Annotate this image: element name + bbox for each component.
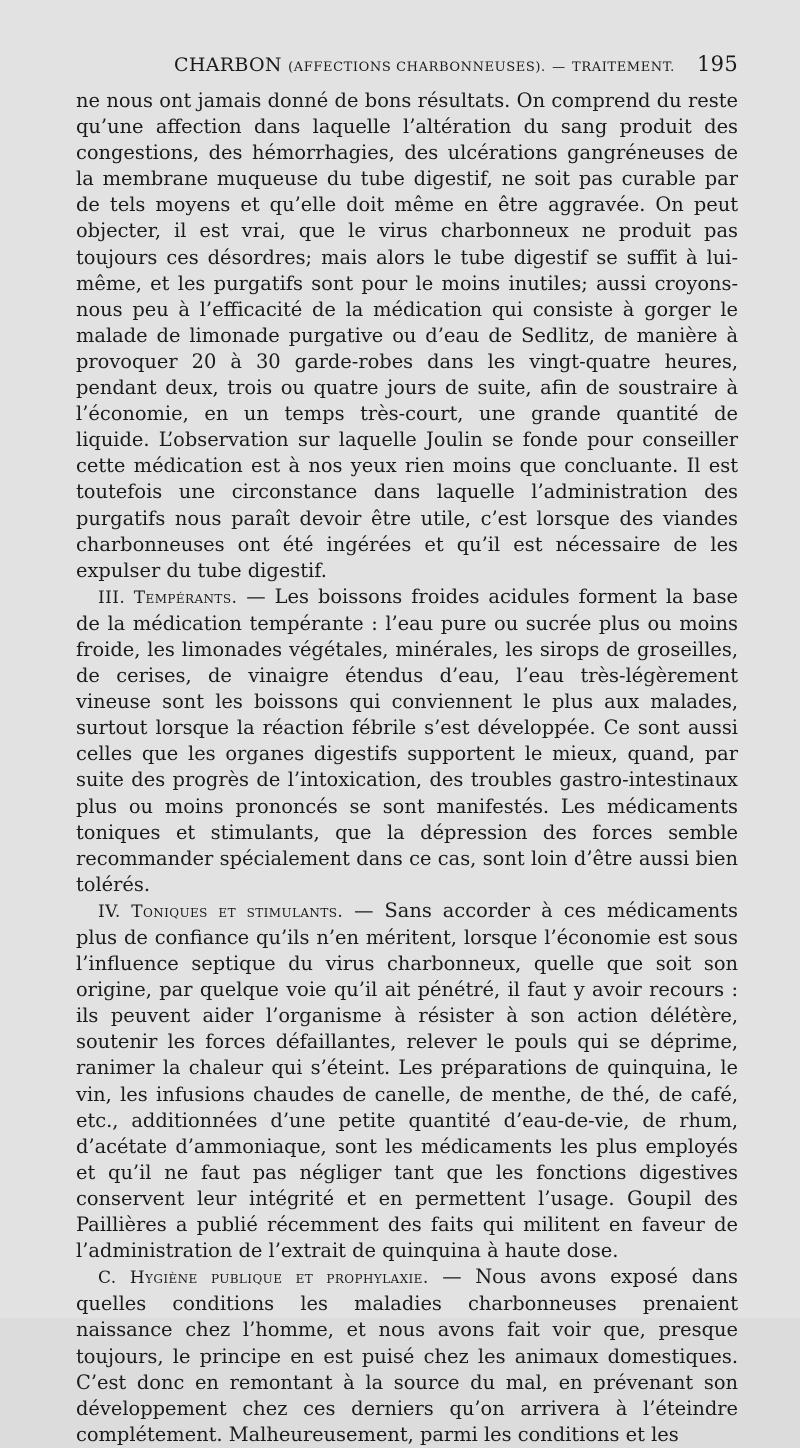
paragraph-text: — Les boissons froides acidules forment la base de la médication tempérante : l’eau pure ou sucrée plus ou moins froide, les limonades végétales, minérales, les sirops de groseilles, de cerises, de vinaigre étendus d’eau, l’eau très-légèrement vineuse sont les boissons qui conviennent le plus aux malades, surtout lorsque la réaction fébrile s’est développée. Ce sont aussi celles que les organes digestifs supportent le mieux, quand, par suite des progrès de l’intoxication, des troubles gastro-intestinaux plus ou moins prononcés se sont manifestés. Les médicaments toniques et stimulants, que la dépression des forces semble recommander spécialement dans ce cas, sont loin d’être aussi bien tolérés. <box>76 584 739 896</box>
paragraph-text: — Sans accorder à ces médicaments plus de confiance qu’ils n’en méritent, lorsque l’économie est sous l’influence septique du virus charbonneux, quelle que soit son origine, par quelque voie qu’il ait pénétré, il faut y avoir recours : ils peuvent aider l’organisme à résister à son action délétère, soutenir les forces défaillantes, relever le pouls qui se déprime, ranimer la chaleur qui s’éteint. Les préparations de quinquina, le vin, les infusions chaudes de canelle, de menthe, de thé, de café, etc., additionnées d’une petite quantité d’eau-de-vie, de rhum, d’acétate d’ammoniaque, sont les médicaments les plus employés et qu’il ne faut pas négliger tant que les fonctions digestives conservent leur intégrité et en permettent l’usage. Goupil des Paillières a publié récemment des faits qui militent en faveur de l’administration de l’extrait de quinquina à haute dose. <box>76 898 738 1263</box>
paragraph-text: — Nous avons exposé dans quelles conditions les maladies charbonneuses prenaient naissance chez l’homme, et nous avons fait voir que, presque toujours, le principe en est puisé chez les animaux domestiques. C’est donc en remontant à la source du mal, en prévenant son développement chez ces derniers qu’on arrivera à l’éteindre complétement. Malheureusement, parmi les conditions et les <box>76 1265 738 1446</box>
paragraph <box>76 898 738 1264</box>
running-head-dash: — <box>552 60 566 75</box>
paragraph <box>76 88 738 584</box>
body-text <box>76 88 738 1448</box>
running-head-title-group <box>76 54 675 76</box>
running-head <box>76 52 738 76</box>
section-heading: III. Tempérants. <box>98 587 238 608</box>
running-head-title: CHARBON <box>174 54 282 76</box>
page-number: 195 <box>697 52 738 76</box>
section-heading: C. Hygiène publique et prophylaxie. <box>98 1268 429 1289</box>
paragraph-text: ne nous ont jamais donné de bons résultats. On comprend du reste qu’une affection dans laquelle l’altération du sang produit des congestions, des hémorrhagies, des ulcérations gangréneuses de la membrane muqueuse du tube digestif, ne soit pas curable par de tels moyens et qu’elle doit même en être aggravée. On peut objecter, il est vrai, que le virus charbonneux ne produit pas toujours ces désordres; mais alors le tube digestif se suffit à lui-même, et les purgatifs sont pour le moins inutiles; aussi croyons-nous peu à l’efficacité de la médication qui consiste à gorger le malade de limonade purgative ou d’eau de Sedlitz, de manière à provoquer 20 à 30 garde-robes dans les vingt-quatre heures, pendant deux, trois ou quatre jours de suite, afin de soustraire à l’économie, en un temps très-court, une grande quantité de liquide. L’observation sur laquelle Joulin se fonde pour conseiller cette médication est à nos yeux rien moins que concluante. Il est toutefois une circonstance dans laquelle l’administration des purgatifs nous paraît devoir être utile, c’est lorsque des viandes charbonneuses ont été ingérées et qu’il est nécessaire de les expulser du tube digestif. <box>76 89 738 582</box>
section-heading: IV. Toniques et stimulants. <box>98 901 344 922</box>
paragraph <box>76 1264 738 1448</box>
running-head-subtitle: (AFFECTIONS CHARBONNEUSES). <box>288 60 546 75</box>
paragraph <box>76 584 738 898</box>
running-head-section: TRAITEMENT. <box>572 60 675 75</box>
